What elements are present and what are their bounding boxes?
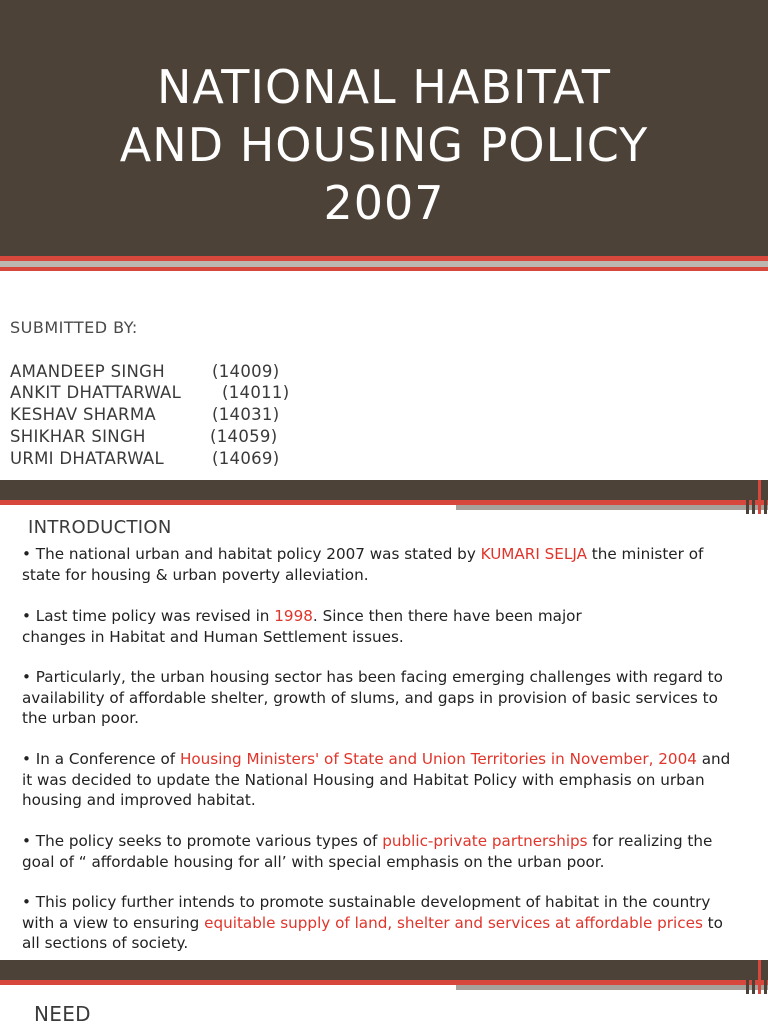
member-name: URMI DHATARWAL — [10, 449, 164, 468]
bullet-point: • In a Conference of Housing Ministers' of State and Union Territories in November, 2004 and it was decided to update the National Housing and Habitat Policy with emphasis on urban housing and improved habitat. — [22, 750, 731, 809]
introduction-slide — [0, 480, 768, 960]
header-grey-stripe — [456, 985, 768, 990]
header-vertical-bar — [764, 960, 767, 994]
section-heading: INTRODUCTION — [28, 517, 172, 538]
member-name: SHIKHAR SINGH — [10, 427, 146, 446]
header-vertical-bar — [746, 960, 749, 994]
member-row — [10, 383, 290, 405]
header-vertical-bar — [764, 480, 767, 514]
need-slide — [0, 960, 768, 1024]
header-grey-stripe — [456, 505, 768, 510]
submitted-by-label: SUBMITTED BY: — [10, 318, 138, 337]
header-vertical-bar — [746, 480, 749, 514]
member-name: ANKIT DHATTARWAL — [10, 383, 182, 402]
header-vertical-bar — [758, 480, 761, 514]
header-vertical-bar — [758, 960, 761, 994]
member-roll: (14009) — [212, 362, 280, 381]
member-row — [10, 427, 278, 449]
section-heading: NEED — [34, 1002, 91, 1024]
bullet-point: • This policy further intends to promote sustainable development of habitat in the country with a view to ensuring equitable supply of land, shelter and services at affordable prices to all sections of society. — [22, 893, 723, 952]
bullet-point: • Particularly, the urban housing sector has been facing emerging challenges with regard to availability of affordable shelter, growth of slums, and gaps in provision of basic services to the urban poor. — [22, 668, 723, 727]
bullet-point: • The national urban and habitat policy 2007 was stated by KUMARI SELJA the minister of state for housing & urban poverty alleviation. — [22, 545, 704, 584]
member-roll: (14059) — [210, 427, 278, 446]
member-name: AMANDEEP SINGH — [10, 362, 165, 381]
slide-title: NATIONAL HABITAT AND HOUSING POLICY 2007 — [119, 60, 649, 230]
header-band — [0, 960, 768, 980]
member-row — [10, 449, 280, 471]
member-row — [10, 362, 280, 384]
header-vertical-bar — [752, 960, 755, 994]
member-name: KESHAV SHARMA — [10, 405, 156, 424]
title-slide — [0, 0, 768, 480]
bullet-point: • The policy seeks to promote various types of public-private partnerships for realizing the goal of “ affordable housing for all’ with special emphasis on the urban poor. — [22, 832, 713, 871]
member-roll: (14011) — [222, 383, 290, 402]
member-row — [10, 405, 280, 427]
member-roll: (14069) — [212, 449, 280, 468]
title-band — [0, 0, 768, 256]
header-band — [0, 480, 768, 500]
member-roll: (14031) — [212, 405, 280, 424]
title-accent-stripe-lower — [0, 267, 768, 271]
header-vertical-bar — [752, 480, 755, 514]
bullet-point: • Last time policy was revised in 1998. Since then there have been major changes in Habitat and Human Settlement issues. — [22, 607, 582, 646]
